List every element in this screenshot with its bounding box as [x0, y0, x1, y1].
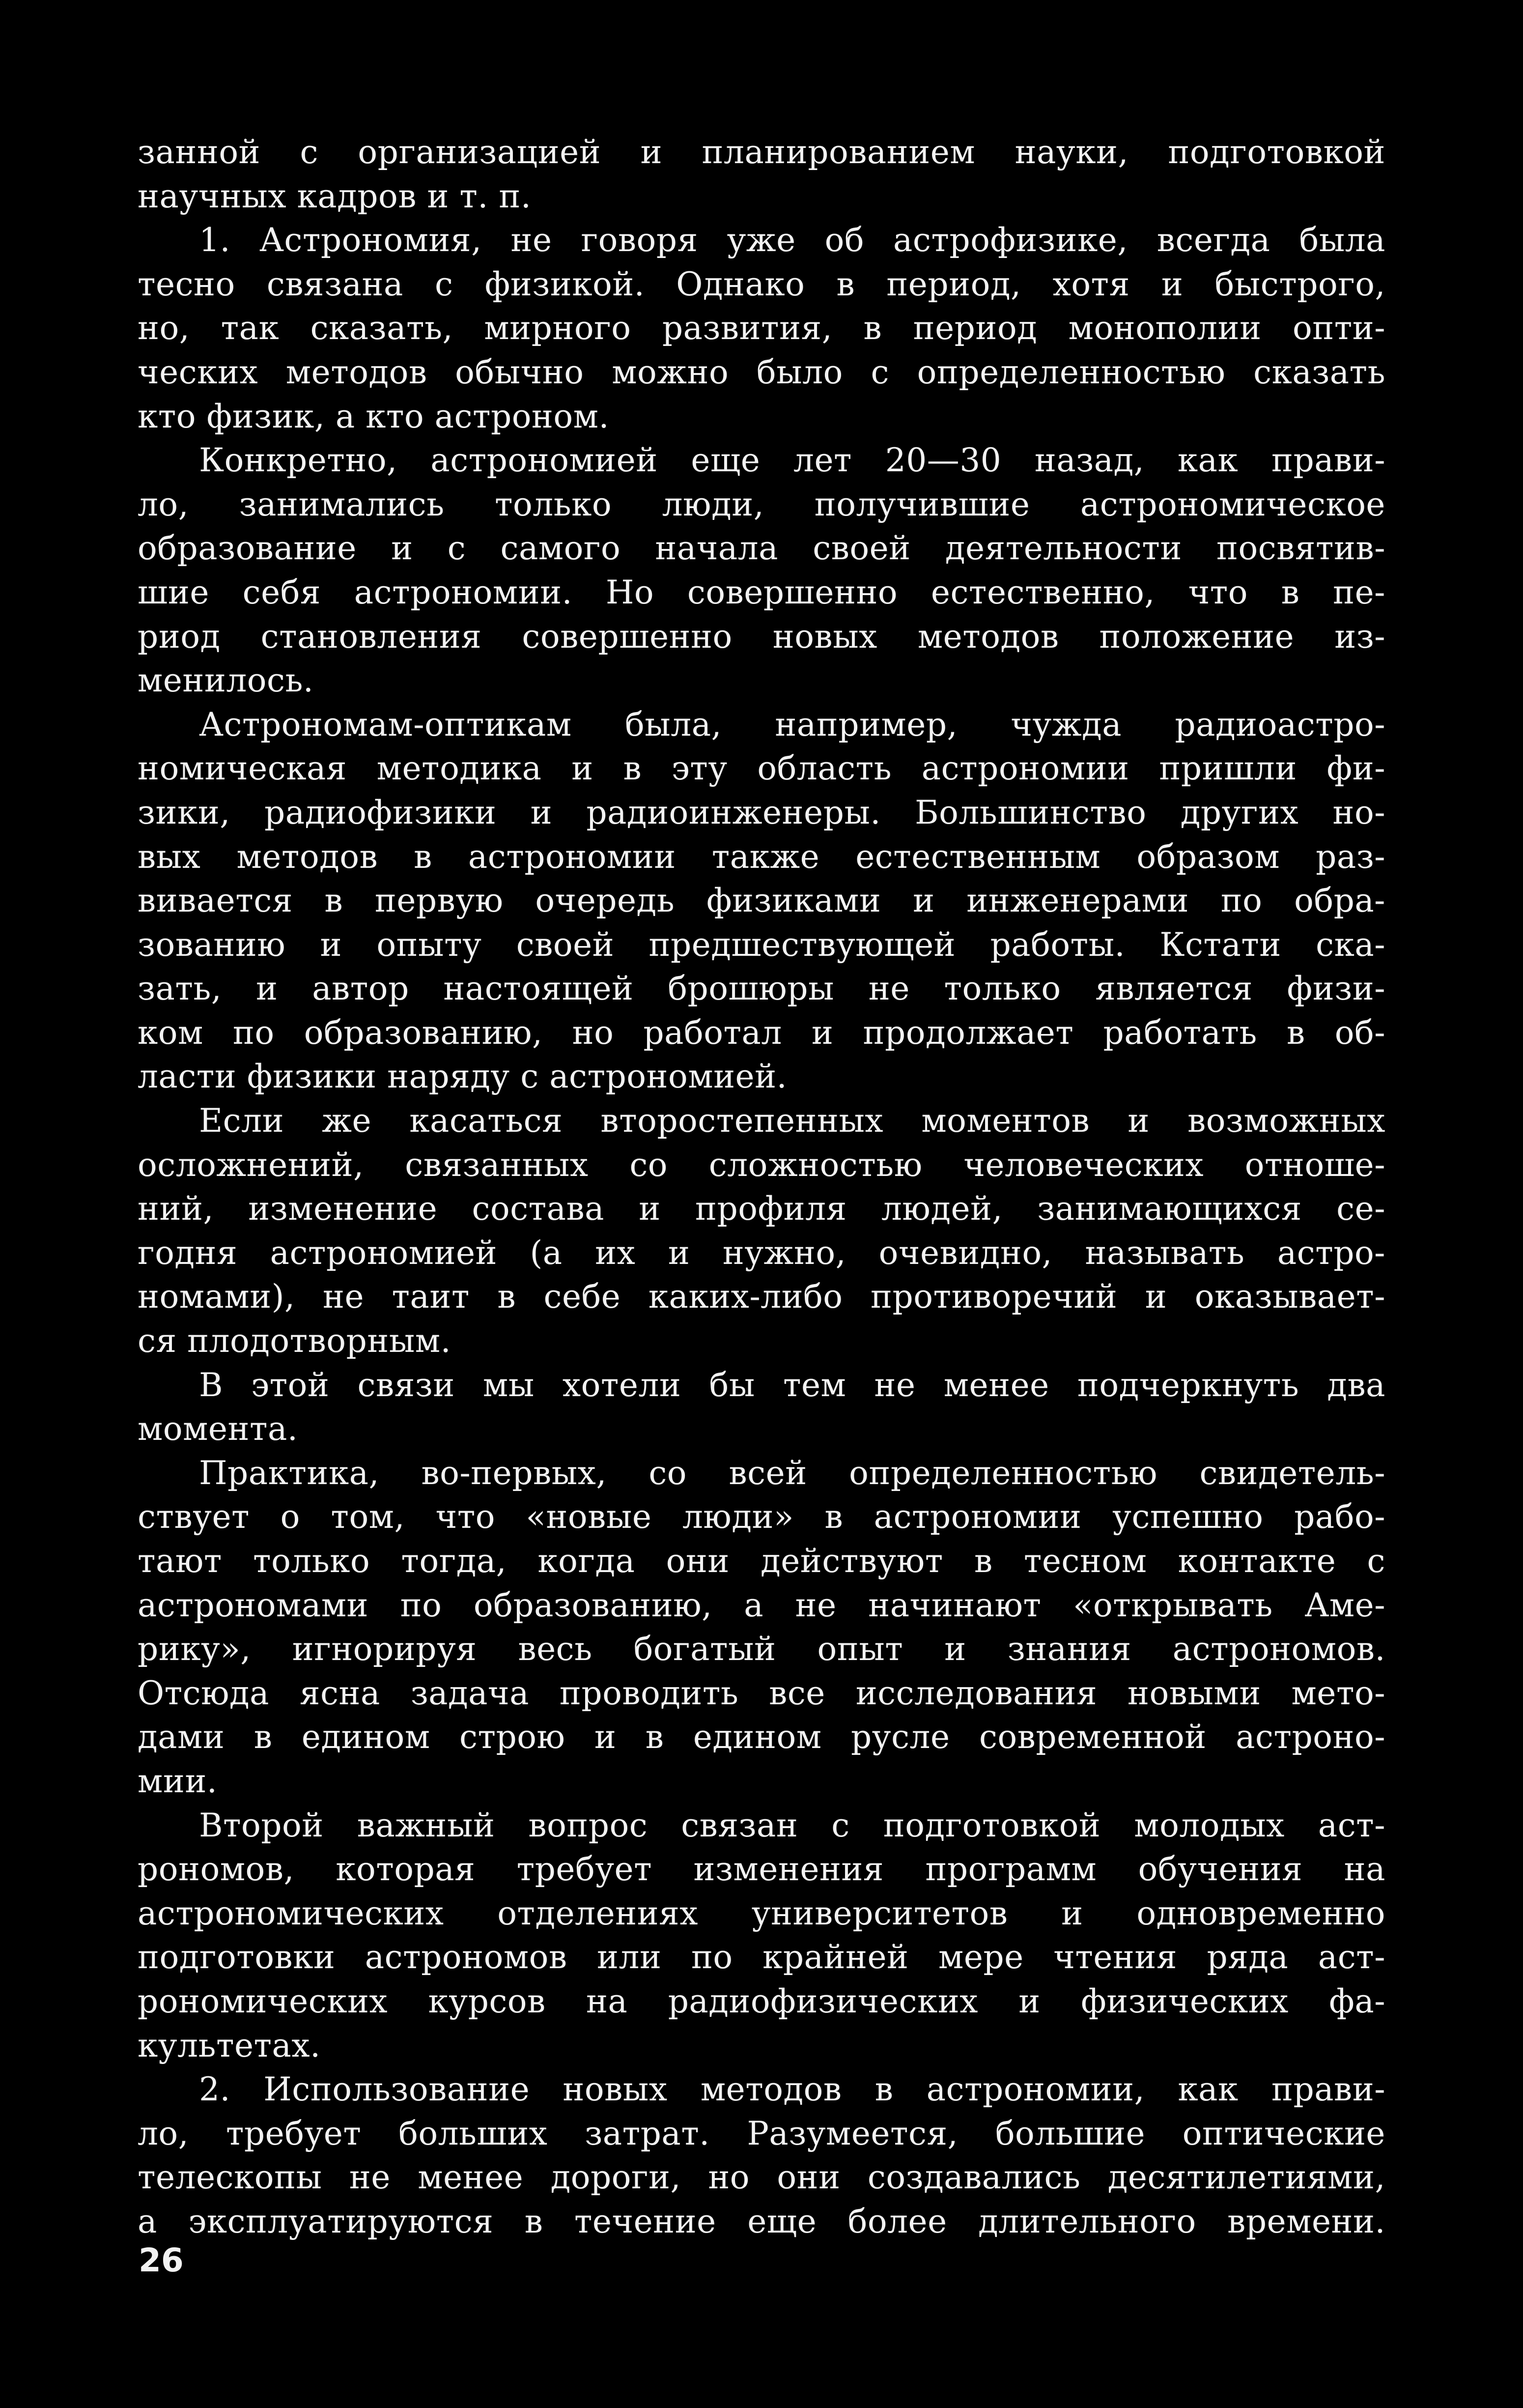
text-line: годня астрономией (а их и нужно, очевидно, называть астро- [138, 1233, 1385, 1272]
text-line: Практика, во-первых, со всей определенностью свидетель- [199, 1454, 1385, 1492]
text-line: зики, радиофизики и радиоинженеры. Большинство других но- [138, 793, 1385, 831]
text-line: зать, и автор настоящей брошюры не только является физи- [138, 970, 1385, 1008]
text-line: вивается в первую очередь физиками и инженерами по обра- [138, 882, 1385, 920]
text-line: менилось. [138, 661, 314, 700]
text-line: Если же касаться второстепенных моментов и возможных [199, 1102, 1385, 1140]
text-line: мии. [138, 1762, 218, 1800]
text-line: дами в едином строю и в едином русле современной астроно- [138, 1718, 1385, 1756]
text-line: ний, изменение состава и профиля людей, занимающихся се- [138, 1190, 1385, 1228]
text-line: номическая методика и в эту область астрономии пришли фи- [138, 749, 1385, 788]
text-line: Второй важный вопрос связан с подготовкой молодых аст- [199, 1806, 1385, 1844]
text-line: осложнений, связанных со сложностью человеческих отноше- [138, 1146, 1385, 1184]
text-line: Конкретно, астрономией еще лет 20—30 назад, как прави- [199, 441, 1385, 480]
text-line: кто физик, а кто астроном. [138, 397, 609, 435]
text-line: рику», игнорируя весь богатый опыт и знания астрономов. [138, 1630, 1385, 1668]
text-line: ся плодотворным. [138, 1322, 451, 1360]
text-line: ческих методов обычно можно было с определенностью сказать [138, 353, 1385, 391]
text-line: зованию и опыту своей предшествующей работы. Кстати ска- [138, 925, 1385, 964]
text-line: В этой связи мы хотели бы тем не менее подчеркнуть два [199, 1366, 1385, 1404]
text-line: рономов, которая требует изменения программ обучения на [138, 1850, 1385, 1889]
text-line: вых методов в астрономии также естественным образом раз- [138, 837, 1385, 876]
text-line: астрономами по образованию, а не начинают «открывать Аме- [138, 1586, 1385, 1624]
text-line: занной с организацией и планированием науки, подготовкой [138, 133, 1385, 171]
text-line: тесно связана с физикой. Однако в период, хотя и быстрого, [138, 265, 1385, 303]
text-line: а эксплуатируются в течение еще более длительного времени. [138, 2202, 1385, 2240]
body-text [138, 130, 1385, 2244]
text-line: культетах. [138, 2026, 321, 2064]
text-line: 1. Астрономия, не говоря уже об астрофизике, всегда была [199, 221, 1385, 259]
text-line: тают только тогда, когда они действуют в тесном контакте с [138, 1542, 1385, 1580]
text-line: но, так сказать, мирного развития, в период монополии опти- [138, 309, 1385, 347]
page-number: 26 [139, 2241, 184, 2279]
text-line: телескопы не менее дороги, но они создавались десятилетиями, [138, 2158, 1385, 2197]
text-line: шие себя астрономии. Но совершенно естественно, что в пе- [138, 573, 1385, 611]
text-line: научных кадров и т. п. [138, 177, 532, 215]
text-line: 2. Использование новых методов в астрономии, как прави- [199, 2070, 1385, 2109]
text-line: подготовки астрономов или по крайней мере чтения ряда аст- [138, 1938, 1385, 1977]
text-line: ласти физики наряду с астрономией. [138, 1058, 788, 1096]
text-line: ствует о том, что «новые люди» в астрономии успешно рабо- [138, 1498, 1385, 1536]
text-line: риод становления совершенно новых методов положение из- [138, 617, 1385, 656]
text-line: Астрономам-оптикам была, например, чужда радиоастро- [199, 705, 1385, 744]
text-line: ком по образованию, но работал и продолжает работать в об- [138, 1013, 1385, 1052]
text-line: номами), не таит в себе каких-либо противоречий и оказывает- [138, 1278, 1385, 1316]
text-line: ло, требует больших затрат. Разумеется, большие оптические [138, 2114, 1385, 2152]
text-line: астрономических отделениях университетов и одновременно [138, 1894, 1385, 1932]
text-line: образование и с самого начала своей деятельности посвятив- [138, 529, 1385, 568]
text-line: Отсюда ясна задача проводить все исследования новыми мето- [138, 1674, 1385, 1712]
text-line: ло, занимались только люди, получившие астрономическое [138, 485, 1385, 523]
text-line: рономических курсов на радиофизических и физических фа- [138, 1982, 1385, 2020]
text-line: момента. [138, 1410, 298, 1448]
